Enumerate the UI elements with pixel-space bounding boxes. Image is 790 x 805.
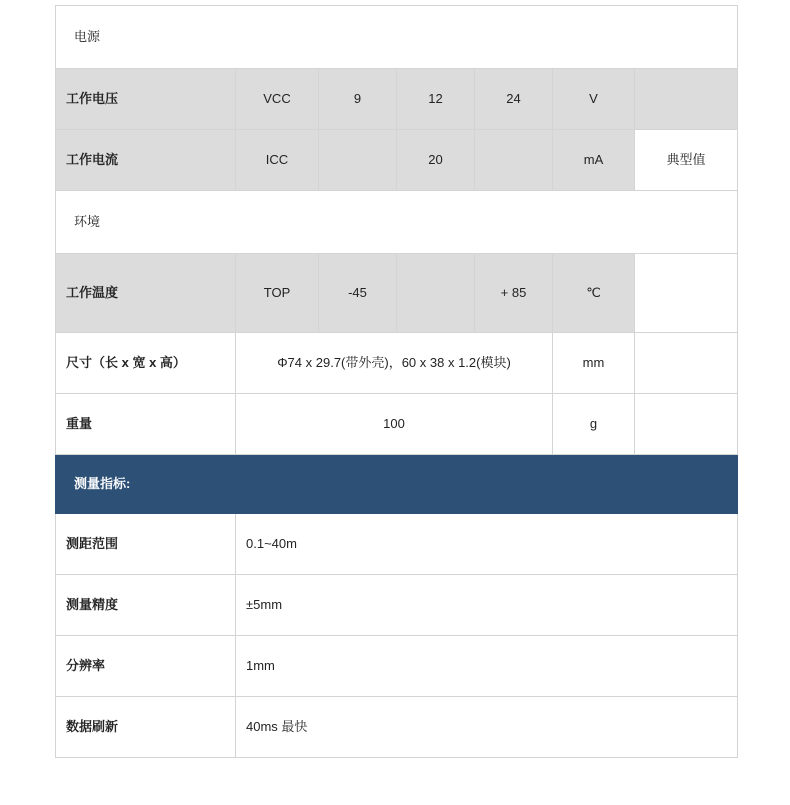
table-section-header-power — [56, 6, 738, 69]
row-value-resolution: 1mm — [236, 636, 738, 697]
row-note-dimensions — [635, 333, 738, 394]
row-label-accuracy: 测量精度 — [56, 575, 236, 636]
table-row-refresh — [56, 697, 738, 758]
row-note-voltage — [635, 69, 738, 130]
row-symbol-voltage: VCC — [236, 69, 319, 130]
row-value-refresh: 40ms 最快 — [236, 697, 738, 758]
section-label-environment: 环境 — [56, 191, 738, 254]
row-label-dimensions: 尺寸（长 x 宽 x 高） — [56, 333, 236, 394]
row-typ-current: 20 — [397, 130, 475, 191]
row-note-temperature — [635, 254, 738, 333]
table-row-weight — [56, 394, 738, 455]
row-value-range: 0.1~40m — [236, 514, 738, 575]
row-label-temperature: 工作温度 — [56, 254, 236, 333]
row-symbol-current: ICC — [236, 130, 319, 191]
table-row-voltage — [56, 69, 738, 130]
row-min-current — [319, 130, 397, 191]
table-row-range — [56, 514, 738, 575]
row-value-weight: 100 — [236, 394, 553, 455]
row-unit-voltage: V — [553, 69, 635, 130]
row-note-weight — [635, 394, 738, 455]
row-label-current: 工作电流 — [56, 130, 236, 191]
row-typ-temperature — [397, 254, 475, 333]
table-row-current — [56, 130, 738, 191]
row-min-temperature: -45 — [319, 254, 397, 333]
table-section-header-environment — [56, 191, 738, 254]
row-min-voltage: 9 — [319, 69, 397, 130]
table-row-temperature — [56, 254, 738, 333]
table-row-resolution — [56, 636, 738, 697]
row-max-temperature: + 85 — [475, 254, 553, 333]
section-label-power: 电源 — [56, 6, 738, 69]
row-typ-voltage: 12 — [397, 69, 475, 130]
specification-table — [55, 5, 738, 758]
row-unit-weight: g — [553, 394, 635, 455]
row-symbol-temperature: TOP — [236, 254, 319, 333]
row-value-dimensions: Φ74 x 29.7(带外壳)，60 x 38 x 1.2(模块) — [236, 333, 553, 394]
row-label-resolution: 分辨率 — [56, 636, 236, 697]
row-unit-current: mA — [553, 130, 635, 191]
row-value-accuracy: ±5mm — [236, 575, 738, 636]
row-note-current: 典型值 — [635, 130, 738, 191]
banner-label-measurement: 测量指标: — [56, 455, 738, 514]
row-label-weight: 重量 — [56, 394, 236, 455]
row-max-voltage: 24 — [475, 69, 553, 130]
table-row-accuracy — [56, 575, 738, 636]
table-banner-measurement — [56, 455, 738, 514]
row-label-voltage: 工作电压 — [56, 69, 236, 130]
row-label-range: 测距范围 — [56, 514, 236, 575]
row-unit-temperature: ℃ — [553, 254, 635, 333]
row-max-current — [475, 130, 553, 191]
row-unit-dimensions: mm — [553, 333, 635, 394]
row-label-refresh: 数据刷新 — [56, 697, 236, 758]
table-row-dimensions — [56, 333, 738, 394]
